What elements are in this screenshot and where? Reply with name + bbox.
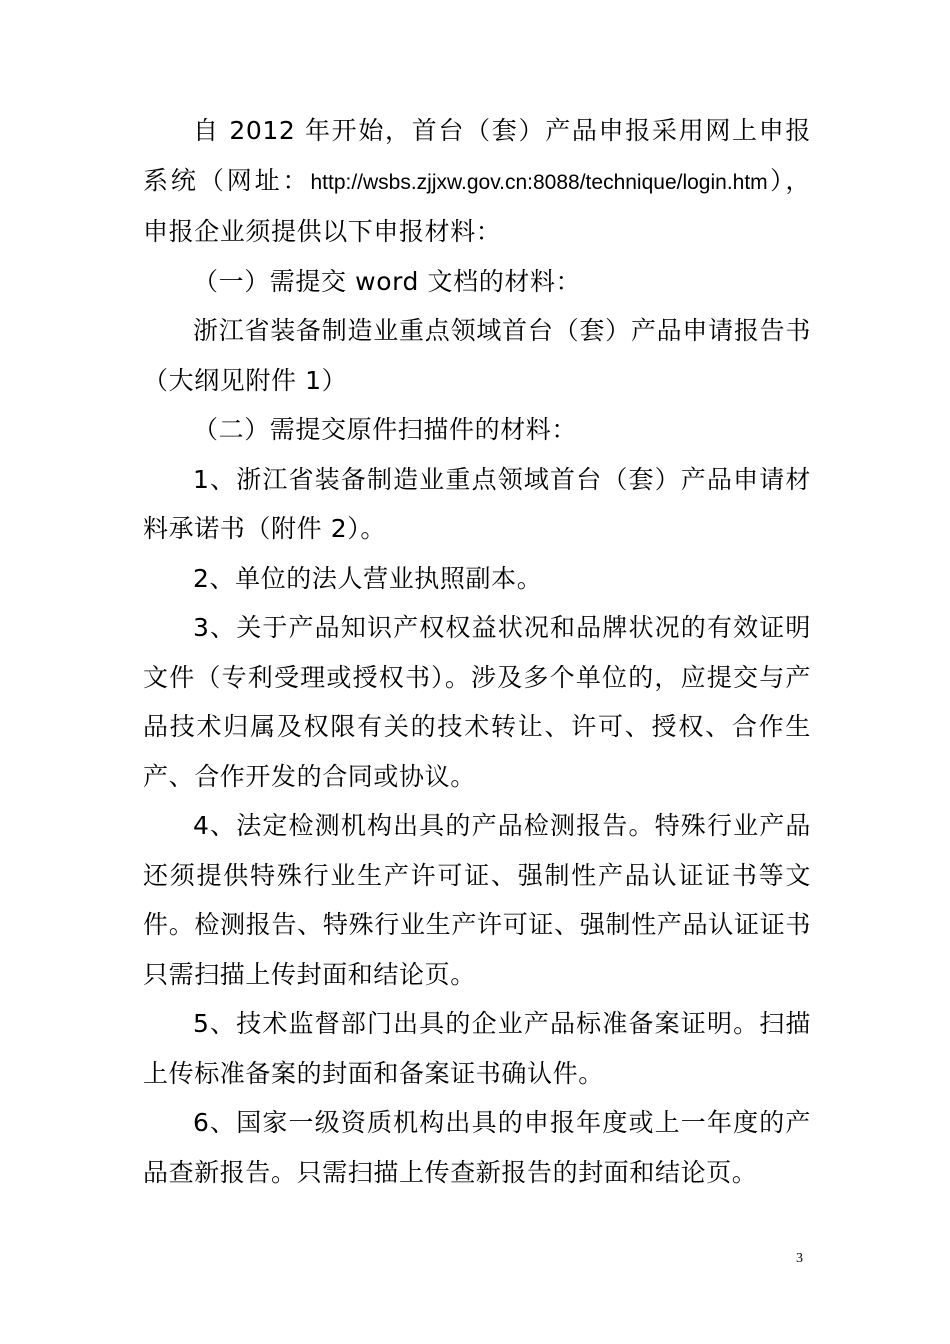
list-item-6: 6、国家一级资质机构出具的申报年度或上一年度的产品查新报告。只需扫描上传查新报告的封面和结论页。 [143,1108,811,1187]
list-item-5: 5、技术监督部门出具的企业产品标准备案证明。扫描上传标准备案的封面和备案证书确认件。 [143,1009,811,1088]
list-item-4: 4、法定检测机构出具的产品检测报告。特殊行业产品还须提供特殊行业生产许可证、强制性产品认证证书等文件。检测报告、特殊行业生产许可证、强制性产品认证证书只需扫描上传封面和结论页。 [143,811,811,989]
list-item-2: 2、单位的法人营业执照副本。 [193,563,543,593]
section-heading-scanned-materials: （二）需提交原件扫描件的材料： [193,415,578,444]
intro-text-after: ），申报企业须提供以下申报材料： [143,165,811,246]
application-url[interactable]: http://wsbs.zjjxw.gov.cn:8088/technique/login.htm [310,170,768,194]
list-item-3: 3、关于产品知识产权权益状况和品牌状况的有效证明文件（专利受理或授权书）。涉及多个单位的，应提交与产品技术归属及权限有关的技术转让、许可、授权、合作生产、合作开发的合同或协议。 [143,613,811,791]
page-number: 3 [796,1251,803,1266]
paragraph-intro [143,106,811,257]
intro-text-before: 自 2012 年开始，首台（套）产品申报采用网上申报系统（网址： [143,116,811,195]
document-body [143,106,811,1197]
list-item-1: 1、浙江省装备制造业重点领域首台（套）产品申请材料承诺书（附件 2）。 [143,464,811,543]
paragraph-application-report: 浙江省装备制造业重点领域首台（套）产品申请报告书（大纲见附件 1） [143,316,811,395]
section-heading-word-materials: （一）需提交 word 文档的材料： [193,266,582,296]
